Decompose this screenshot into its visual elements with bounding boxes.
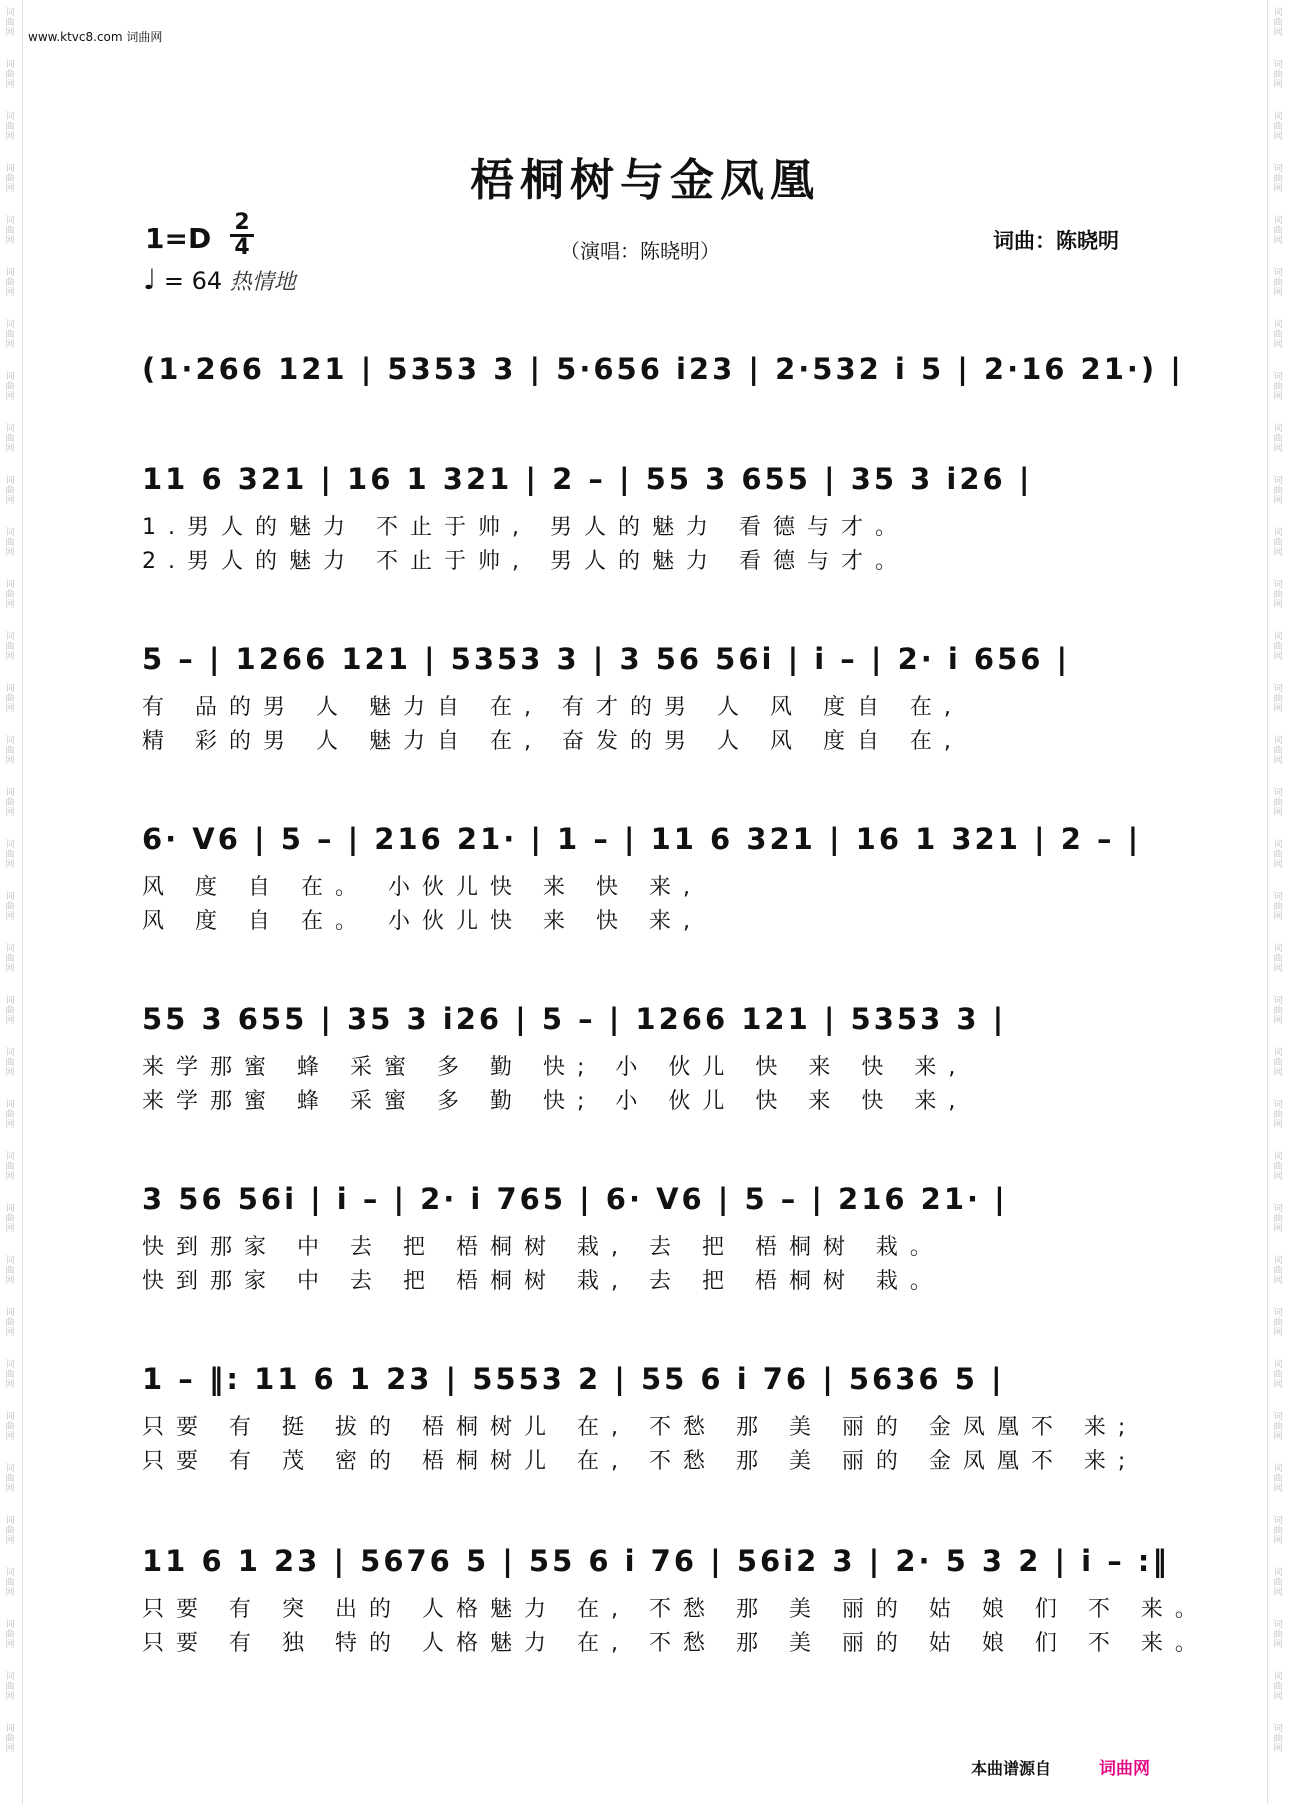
watermark-text: 词曲网 (5, 840, 15, 870)
tempo-marking (143, 263, 296, 296)
watermark-text: 词曲网 (1273, 1256, 1283, 1286)
watermark-text: 词曲网 (5, 268, 15, 298)
watermark-text: 词曲网 (5, 164, 15, 194)
watermark-text: 词曲网 (1273, 996, 1283, 1026)
time-signature-top: 2 (230, 212, 254, 237)
watermark-text: 词曲网 (5, 996, 15, 1026)
notation-line: (1·266 121 | 5353 3 | 5·656 i23 | 2·532 i 5 | 2·16 21·) | (142, 352, 1184, 386)
watermark-text: 词曲网 (5, 1048, 15, 1078)
tempo-expression: 热情地 (229, 270, 296, 295)
notation-line: 1 – ‖: 11 6 1 23 | 5553 2 | 55 6 i 76 | 5636 5 | (142, 1362, 1005, 1396)
watermark-text: 词曲网 (5, 632, 15, 662)
notation-line: 5 – | 1266 121 | 5353 3 | 3 56 56i | i – | 2· i 656 | (142, 642, 1071, 676)
notation-line: 55 3 655 | 35 3 i26 | 5 – | 1266 121 | 5353 3 | (142, 1002, 1007, 1036)
watermark-text: 词曲网 (1273, 840, 1283, 870)
song-title: 梧桐树与金凤凰 (470, 155, 820, 206)
notation-line: 11 6 321 | 16 1 321 | 2 – | 55 3 655 | 35 3 i26 | (142, 462, 1033, 496)
lyrics-line: 快到那家 中 去 把 梧桐树 栽, 去 把 梧桐树 栽。 (142, 1235, 944, 1260)
watermark-text: 词曲网 (1273, 60, 1283, 90)
watermark-text: 词曲网 (5, 1256, 15, 1286)
lyrics-line: 有 品的男 人 魅力自 在, 有才的男 人 风 度自 在, (142, 695, 963, 720)
footer-brand-link[interactable]: 词曲网 (1099, 1759, 1150, 1779)
watermark-text: 词曲网 (5, 736, 15, 766)
watermark-text: 词曲网 (5, 788, 15, 818)
watermark-text: 词曲网 (5, 320, 15, 350)
watermark-text: 词曲网 (1273, 1620, 1283, 1650)
watermark-text: 词曲网 (1273, 476, 1283, 506)
watermark-text: 词曲网 (1273, 1152, 1283, 1182)
tempo-value: = 64 (163, 267, 223, 295)
watermark-text: 词曲网 (5, 1568, 15, 1598)
watermark-text: 词曲网 (5, 1308, 15, 1338)
watermark-text: 词曲网 (5, 580, 15, 610)
watermark-text: 词曲网 (5, 892, 15, 922)
watermark-text: 词曲网 (5, 1464, 15, 1494)
watermark-text: 词曲网 (1273, 8, 1283, 38)
watermark-text: 词曲网 (1273, 892, 1283, 922)
watermark-text: 词曲网 (1273, 1568, 1283, 1598)
watermark-text: 词曲网 (1273, 1516, 1283, 1546)
watermark-text: 词曲网 (1273, 1672, 1283, 1702)
watermark-text: 词曲网 (5, 1724, 15, 1754)
lyrics-line: 只要 有 挺 拔的 梧桐树儿 在, 不愁 那 美 丽的 金凤凰不 来; (142, 1415, 1138, 1440)
key-signature: 1=D (145, 222, 212, 255)
lyrics-line: 只要 有 独 特的 人格魅力 在, 不愁 那 美 丽的 姑 娘 们 不 来。 (142, 1631, 1209, 1656)
lyrics-line: 风 度 自 在。 小伙儿快 来 快 来, (142, 875, 702, 900)
watermark-text: 词曲网 (1273, 1308, 1283, 1338)
lyrics-line: 快到那家 中 去 把 梧桐树 栽, 去 把 梧桐树 栽。 (142, 1269, 944, 1294)
right-watermark-strip (1267, 0, 1290, 1804)
watermark-text: 词曲网 (1273, 788, 1283, 818)
watermark-text: 词曲网 (5, 944, 15, 974)
watermark-text: 词曲网 (5, 1100, 15, 1130)
left-watermark-strip (0, 0, 23, 1804)
lyrics-line: 来学那蜜 蜂 采蜜 多 勤 快; 小 伙儿 快 来 快 来, (142, 1089, 968, 1114)
lyrics-line: 风 度 自 在。 小伙儿快 来 快 来, (142, 909, 702, 934)
footer-source-text: 本曲谱源自 (970, 1759, 1051, 1778)
watermark-text: 词曲网 (5, 372, 15, 402)
watermark-text: 词曲网 (1273, 1204, 1283, 1234)
watermark-text: 词曲网 (1273, 944, 1283, 974)
watermark-text: 词曲网 (5, 1516, 15, 1546)
time-signature-bottom: 4 (234, 235, 250, 260)
watermark-text: 词曲网 (5, 1620, 15, 1650)
watermark-text: 词曲网 (5, 8, 15, 38)
watermark-text: 词曲网 (1273, 216, 1283, 246)
watermark-text: 词曲网 (1273, 684, 1283, 714)
watermark-text: 词曲网 (1273, 320, 1283, 350)
watermark-text: 词曲网 (1273, 268, 1283, 298)
watermark-text: 词曲网 (5, 1412, 15, 1442)
watermark-text: 词曲网 (5, 528, 15, 558)
lyrics-line: 只要 有 突 出的 人格魅力 在, 不愁 那 美 丽的 姑 娘 们 不 来。 (142, 1597, 1209, 1622)
notation-line: 6· V6 | 5 – | 216 21· | 1 – | 11 6 321 | 16 1 321 | 2 – | (142, 822, 1142, 856)
notation-line: 11 6 1 23 | 5676 5 | 55 6 i 76 | 56i2 3 | 2· 5 3 2 | i – :‖ (142, 1544, 1170, 1578)
watermark-text: 词曲网 (5, 216, 15, 246)
singer-credit: （演唱：陈晓明） (560, 239, 720, 263)
lyrics-line: 1.男人的魅力 不止于帅, 男人的魅力 看德与才。 (142, 515, 909, 540)
watermark-text: 词曲网 (5, 1204, 15, 1234)
watermark-text: 词曲网 (5, 60, 15, 90)
watermark-text: 词曲网 (1273, 1048, 1283, 1078)
lyricist-composer-credit: 词曲：陈晓明 (993, 229, 1119, 253)
footer (971, 1754, 1150, 1779)
watermark-text: 词曲网 (5, 1152, 15, 1182)
watermark-text: 词曲网 (1273, 1724, 1283, 1754)
watermark-text: 词曲网 (1273, 1464, 1283, 1494)
watermark-text: 词曲网 (5, 684, 15, 714)
time-signature (230, 212, 254, 259)
lyrics-line: 只要 有 茂 密的 梧桐树儿 在, 不愁 那 美 丽的 金凤凰不 来; (142, 1449, 1138, 1474)
watermark-text: 词曲网 (1273, 424, 1283, 454)
watermark-text: 词曲网 (1273, 1360, 1283, 1390)
watermark-text: 词曲网 (5, 424, 15, 454)
notation-line: 3 56 56i | i – | 2· i 765 | 6· V6 | 5 – | 216 21· | (142, 1182, 1008, 1216)
watermark-text: 词曲网 (1273, 528, 1283, 558)
site-header: www.ktvc8.com 词曲网 (28, 30, 163, 44)
lyrics-line: 来学那蜜 蜂 采蜜 多 勤 快; 小 伙儿 快 来 快 来, (142, 1055, 968, 1080)
watermark-text: 词曲网 (1273, 1100, 1283, 1130)
watermark-text: 词曲网 (1273, 632, 1283, 662)
watermark-text: 词曲网 (1273, 1412, 1283, 1442)
watermark-text: 词曲网 (5, 476, 15, 506)
lyrics-line: 2.男人的魅力 不止于帅, 男人的魅力 看德与才。 (142, 549, 909, 574)
watermark-text: 词曲网 (1273, 164, 1283, 194)
watermark-text: 词曲网 (5, 1360, 15, 1390)
quarter-note-icon: ♩ (143, 263, 157, 296)
lyrics-line: 精 彩的男 人 魅力自 在, 奋发的男 人 风 度自 在, (142, 729, 963, 754)
watermark-text: 词曲网 (1273, 580, 1283, 610)
watermark-text: 词曲网 (1273, 372, 1283, 402)
watermark-text: 词曲网 (5, 1672, 15, 1702)
watermark-text: 词曲网 (1273, 112, 1283, 142)
watermark-text: 词曲网 (1273, 736, 1283, 766)
watermark-text: 词曲网 (5, 112, 15, 142)
